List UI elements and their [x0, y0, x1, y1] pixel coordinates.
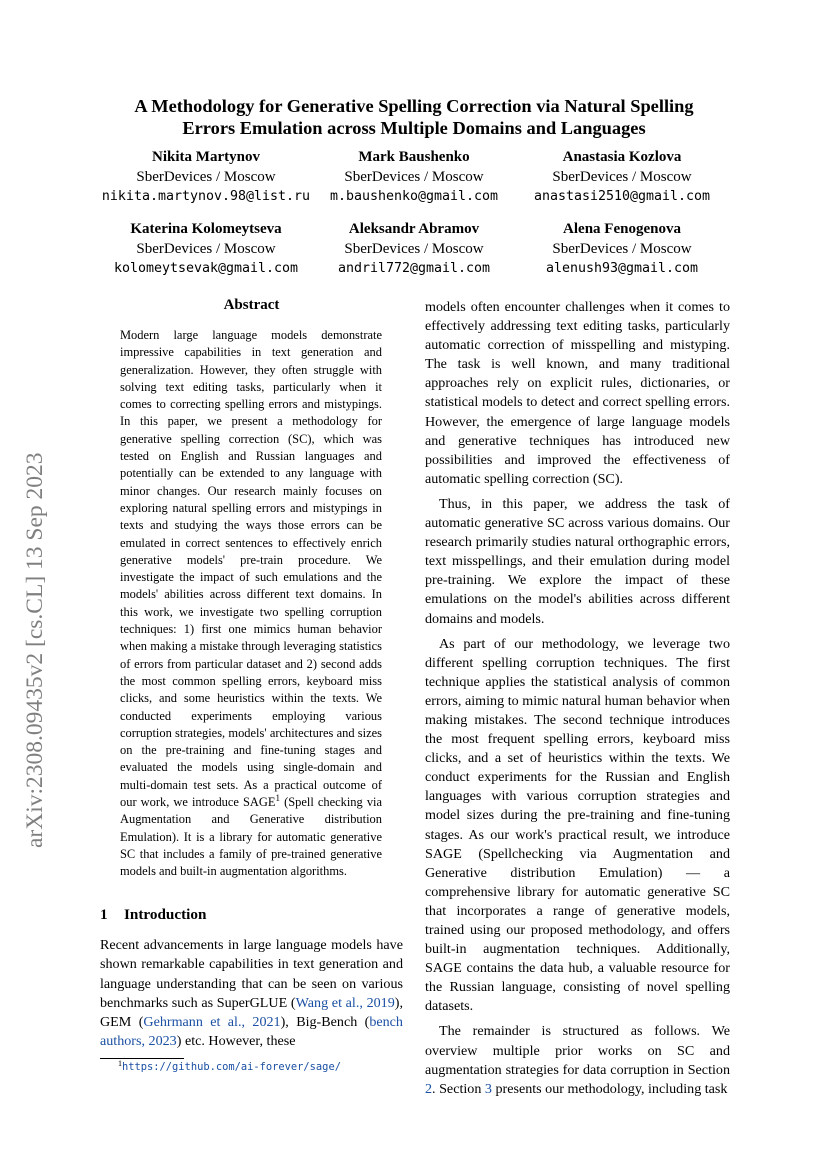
- author-email: nikita.martynov.98@list.ru: [101, 189, 311, 204]
- body-text: ), Big-Bench (: [280, 1014, 370, 1031]
- author-affiliation: SberDevices / Moscow: [344, 241, 484, 257]
- section-ref-link[interactable]: 2: [425, 1080, 433, 1097]
- author-block: [308, 219, 520, 279]
- right-column: [425, 298, 730, 1105]
- section-title: Introduction: [124, 906, 207, 923]
- author-affiliation: SberDevices / Moscow: [136, 169, 276, 185]
- title-line-2: Errors Emulation across Multiple Domains and Languages: [182, 117, 646, 138]
- section-number: 1: [100, 906, 108, 923]
- abstract-body: [120, 327, 382, 881]
- author-name: Alena Fenogenova: [563, 221, 681, 237]
- author-email: andril772@gmail.com: [337, 261, 491, 276]
- author-email: anastasi2510@gmail.com: [533, 189, 711, 204]
- citation-link[interactable]: bench authors, 2023: [100, 1014, 403, 1050]
- body-text: The remainder is structured as follows. We overview multiple prior works on SC and augmentation strategies for data corruption in Section: [425, 1023, 730, 1078]
- author-name: Mark Baushenko: [358, 149, 470, 165]
- citation-link[interactable]: Wang et al., 2019: [295, 994, 395, 1011]
- body-paragraph: Thus, in this paper, we address the task of automatic generative SC across various domains. Our research primarily studies natural orthographic errors, text misspellings, and their emulation during model pre-training. We explore the impact of these emulations on the model's abilities across different domains and models.: [425, 495, 730, 627]
- title-line-1: A Methodology for Generative Spelling Correction via Natural Spelling: [134, 96, 694, 116]
- section-heading: [100, 906, 206, 924]
- author-email: kolomeytsevak@gmail.com: [113, 261, 299, 276]
- author-block: [308, 147, 520, 207]
- section-ref-link[interactable]: 3: [484, 1080, 492, 1097]
- footnote-url-link[interactable]: https://github.com/ai-forever/sage/: [122, 1061, 341, 1073]
- body-text: ) etc. However, these: [176, 1033, 296, 1050]
- footnote-divider: [100, 1058, 184, 1059]
- abstract-heading: Abstract: [223, 297, 280, 313]
- author-block: [516, 147, 728, 207]
- author-name: Nikita Martynov: [152, 149, 260, 165]
- author-block: [100, 147, 312, 207]
- arxiv-identifier-stamp: [22, 362, 50, 848]
- arxiv-identifier-text: arXiv:2308.09435v2 [cs.CL] 13 Sep 2023: [22, 452, 48, 848]
- body-text: . Section: [432, 1080, 485, 1097]
- body-text: ), GEM (: [100, 994, 403, 1031]
- intro-paragraph: [100, 936, 403, 1052]
- author-affiliation: SberDevices / Moscow: [552, 169, 692, 185]
- author-affiliation: SberDevices / Moscow: [136, 241, 276, 257]
- footnote: [118, 1061, 341, 1073]
- paper-title: [96, 96, 732, 139]
- author-block: [516, 219, 728, 279]
- author-block: [100, 219, 312, 279]
- author-email: alenush93@gmail.com: [545, 261, 699, 276]
- abstract-text-part: Modern large language models demonstrate impressive capabilities in text generation and generalization. However, they often struggle with solving text editing tasks, particularly when it comes to correcting spelling errors and mistypings. In this paper, we present a methodology for generative spelling correction (SC), which was tested on English and Russian languages and potentially can be extended to any language with minor changes. Our research mainly focuses on exploring natural spelling errors and mistypings in texts and studying the ways those errors can be emulated in correct sentences to effectively enrich generative models' pre-train procedure. We investigate the impact of such emulations and the models' abilities across different text domains. In this work, we investigate two spelling corruption techniques: 1) first one mimics human behavior when making a mistake through leveraging statistics of errors from particular dataset and 2) second adds the most common spelling errors, keyboard miss clicks, and some heuristics within the texts. We conducted experiments employing various corruption strategies, models' architectures and sizes on the pre-training and fine-tuning stages and evaluated the models using single-domain and multi-domain test sets. As a practical outcome of our work, we introduce SAGE: [120, 328, 382, 810]
- footnote-marker[interactable]: 1: [275, 793, 280, 804]
- author-affiliation: SberDevices / Moscow: [552, 241, 692, 257]
- body-paragraph: [425, 1022, 730, 1098]
- footnote-number: 1: [118, 1059, 122, 1068]
- body-text: Recent advancements in large language models have shown remarkable capabilities in text generation and language understanding that can be seen on various benchmarks such as SuperGLUE (: [100, 937, 403, 1011]
- body-paragraph: models often encounter challenges when it comes to effectively addressing text editing tasks, particularly automatic correction of misspelling and mistyping. The task is well known, and many traditional approaches rely on explicit rules, dictionaries, or statistical models to detect and correct spelling errors. However, the emergence of large language models and generative techniques has introduced new possibilities and improved the effectiveness of automatic spelling correction (SC).: [425, 299, 730, 487]
- author-email: m.baushenko@gmail.com: [329, 189, 499, 204]
- author-name: Anastasia Kozlova: [562, 149, 682, 165]
- author-name: Aleksandr Abramov: [348, 221, 480, 237]
- body-paragraph: As part of our methodology, we leverage two different spelling corruption techniques. The first technique applies the statistical analysis of common errors, aiming to mimic natural human behavior when making mistakes. The second technique introduces the most frequent spelling errors, keyboard miss clicks, and a set of heuristics within the texts. We conduct experiments for the Russian and English languages with various corruption strategies and model sizes during the pre-training and fine-tuning stages. As our work's practical result, we introduce SAGE (Spellchecking via Augmentation and Generative distribution Emulation) — a comprehensive library for automatic generative SC that incorporates a range of generative models, trained using our proposed methodology, and offers built-in augmentation techniques. Additionally, SAGE contains the data hub, a valuable resource for the Russian language, consisting of novel spelling datasets.: [425, 635, 730, 1015]
- author-name: Katerina Kolomeytseva: [130, 221, 282, 237]
- abstract-text-part: (Spell checking via Augmentation and Generative distribution Emulation). It is a library for automatic generative SC that includes a family of pre-trained generative models and built-in augmentation algorithms.: [120, 795, 383, 879]
- body-text: presents our methodology, including task: [491, 1080, 728, 1097]
- citation-link[interactable]: Gehrmann et al., 2021: [143, 1014, 281, 1031]
- author-affiliation: SberDevices / Moscow: [344, 169, 484, 185]
